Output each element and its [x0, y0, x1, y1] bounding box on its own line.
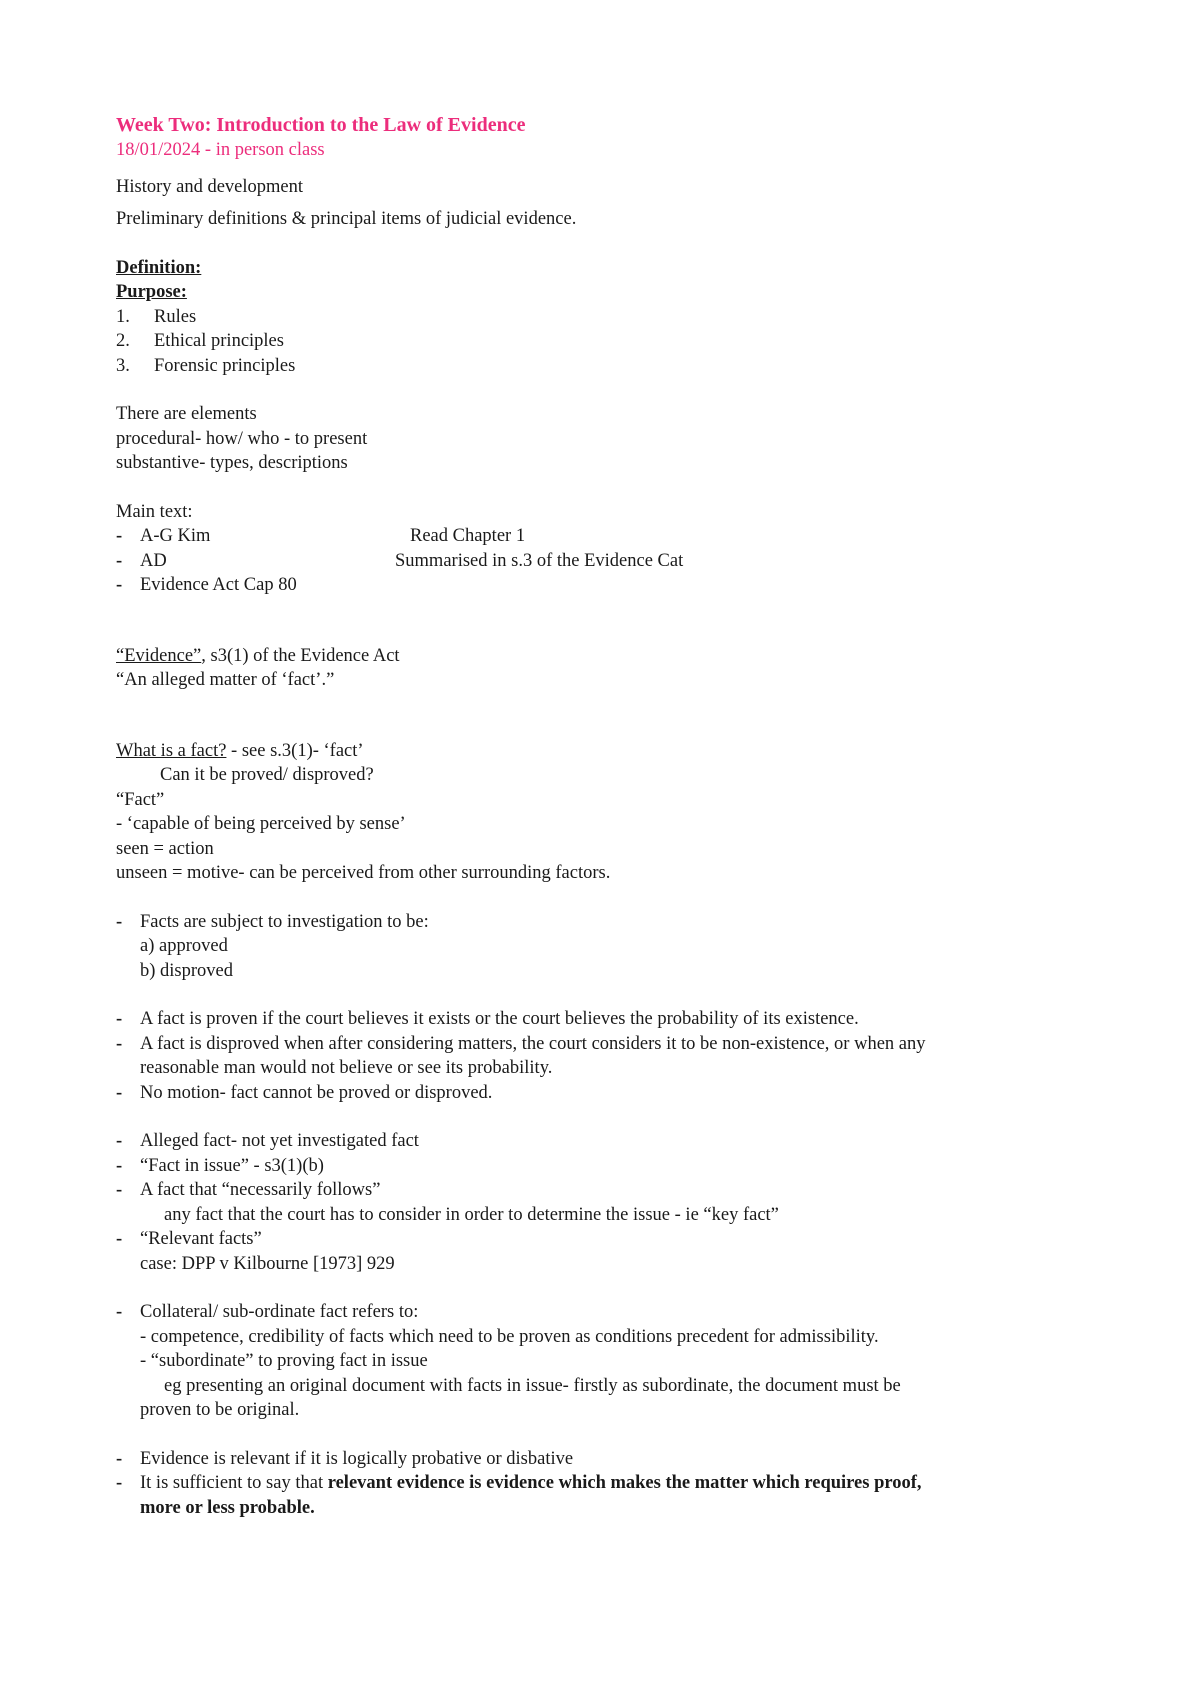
list-item	[116, 1471, 1096, 1520]
list-text: It is sufficient to say that	[140, 1473, 328, 1493]
evidence-quote: “An alleged matter of ‘fact’.”	[116, 670, 335, 690]
sub-item: a) approved	[140, 936, 228, 956]
fact-line: unseen = motive- can be perceived from other surrounding factors.	[116, 863, 611, 883]
fact-line: “Fact”	[116, 789, 165, 810]
proof-list	[116, 1007, 1096, 1105]
dash-bullet: -	[116, 1302, 123, 1322]
intro-line: History and development	[116, 176, 304, 197]
main-text-label: Main text:	[116, 501, 193, 522]
fact-types-list	[116, 1129, 1096, 1276]
main-text-list	[116, 524, 1096, 598]
dash-bullet: -	[116, 1082, 123, 1103]
sub-item: any fact that the court has to consider in order to determine the issue - ie “key fact”	[164, 1204, 779, 1225]
document-page	[116, 112, 1096, 1520]
definition-heading: Definition:	[116, 257, 202, 278]
dash-bullet: -	[116, 526, 123, 546]
list-item	[116, 1007, 1096, 1032]
elements-line: substantive- types, descriptions	[116, 453, 348, 473]
main-text-source: Evidence Act Cap 80	[140, 575, 297, 595]
evidence-definition	[116, 644, 1096, 669]
main-text-source: AD	[140, 550, 167, 571]
list-text: Ethical principles	[154, 331, 284, 351]
fact-line: seen = action	[116, 838, 214, 859]
purpose-list	[116, 305, 1096, 379]
bold-text: relevant evidence is evidence which makes the matter which requires proof,	[327, 1473, 922, 1493]
list-item	[116, 549, 1096, 574]
list-text: Facts are subject to investigation to be:	[140, 911, 429, 932]
list-number: 2.	[116, 331, 130, 351]
list-item	[116, 1178, 1096, 1227]
dash-bullet: -	[116, 1033, 123, 1054]
list-text-continued: reasonable man would not believe or see its probability.	[140, 1058, 553, 1078]
list-text: Alleged fact- not yet investigated fact	[140, 1131, 419, 1151]
list-number: 3.	[116, 355, 130, 376]
list-text: Collateral/ sub-ordinate fact refers to:	[140, 1302, 419, 1322]
dash-bullet: -	[116, 911, 123, 932]
dash-bullet: -	[116, 1180, 123, 1200]
main-text-note: Read Chapter 1	[410, 526, 526, 546]
elements-line: procedural- how/ who - to present	[116, 428, 368, 449]
document-date: 18/01/2024 - in person class	[116, 140, 325, 160]
list-item	[116, 1081, 1096, 1106]
list-text: Forensic principles	[154, 355, 296, 376]
intro-line: Preliminary definitions & principal items of judicial evidence.	[116, 209, 577, 229]
fact-indented-question: Can it be proved/ disproved?	[160, 765, 374, 785]
list-item	[116, 524, 1096, 549]
investigation-list	[116, 910, 1096, 984]
dash-bullet: -	[116, 575, 123, 595]
main-text-source: A-G Kim	[140, 526, 211, 546]
list-item	[116, 329, 1096, 354]
list-item	[116, 1032, 1096, 1081]
list-item	[116, 305, 1096, 330]
fact-question-line	[116, 739, 1096, 764]
evidence-reference: , s3(1) of the Evidence Act	[201, 645, 400, 666]
list-text: “Relevant facts”	[140, 1229, 262, 1249]
elements-line: There are elements	[116, 404, 257, 424]
evidence-term: “Evidence”	[116, 645, 202, 666]
dash-bullet: -	[116, 1473, 123, 1493]
list-item	[116, 354, 1096, 379]
list-item	[116, 1447, 1096, 1472]
sub-item: - “subordinate” to proving fact in issue	[140, 1351, 428, 1371]
list-text: A fact is proven if the court believes it exists or the court believes the probability of its existence.	[140, 1009, 859, 1029]
main-text-note: Summarised in s.3 of the Evidence Cat	[395, 550, 684, 571]
bold-text-continued: more or less probable.	[140, 1497, 315, 1518]
list-text: No motion- fact cannot be proved or disproved.	[140, 1082, 493, 1103]
sub-item: b) disproved	[140, 960, 233, 981]
list-item	[116, 1129, 1096, 1154]
relevance-list	[116, 1447, 1096, 1521]
example-line: eg presenting an original document with facts in issue- firstly as subordinate, the document must be	[164, 1375, 901, 1396]
list-item	[116, 573, 1096, 598]
dash-bullet: -	[116, 1448, 123, 1469]
list-item	[116, 1227, 1096, 1276]
list-item	[116, 1154, 1096, 1179]
list-text: Evidence is relevant if it is logically probative or disbative	[140, 1448, 574, 1469]
list-text: A fact is disproved when after considering matters, the court considers it to be non-existence, or when any	[140, 1033, 926, 1054]
example-line-continued: proven to be original.	[140, 1400, 300, 1420]
fact-question: What is a fact?	[116, 740, 227, 761]
fact-line: - ‘capable of being perceived by sense’	[116, 814, 406, 834]
dash-bullet: -	[116, 1131, 123, 1151]
purpose-heading: Purpose:	[116, 282, 187, 302]
collateral-list	[116, 1300, 1096, 1423]
list-text: A fact that “necessarily follows”	[140, 1180, 381, 1200]
dash-bullet: -	[116, 1229, 123, 1249]
dash-bullet: -	[116, 1009, 123, 1029]
fact-reference: - see s.3(1)- ‘fact’	[226, 740, 364, 761]
dash-bullet: -	[116, 1155, 123, 1176]
list-number: 1.	[116, 306, 130, 327]
list-text: “Fact in issue” - s3(1)(b)	[140, 1155, 324, 1176]
list-item	[116, 910, 1096, 984]
case-reference: case: DPP v Kilbourne [1973] 929	[140, 1253, 395, 1274]
sub-item: - competence, credibility of facts which need to be proven as conditions precedent for admissibility.	[140, 1326, 879, 1347]
list-text: Rules	[154, 306, 197, 327]
document-title: Week Two: Introduction to the Law of Evidence	[116, 114, 526, 136]
dash-bullet: -	[116, 550, 123, 571]
list-item	[116, 1300, 1096, 1423]
